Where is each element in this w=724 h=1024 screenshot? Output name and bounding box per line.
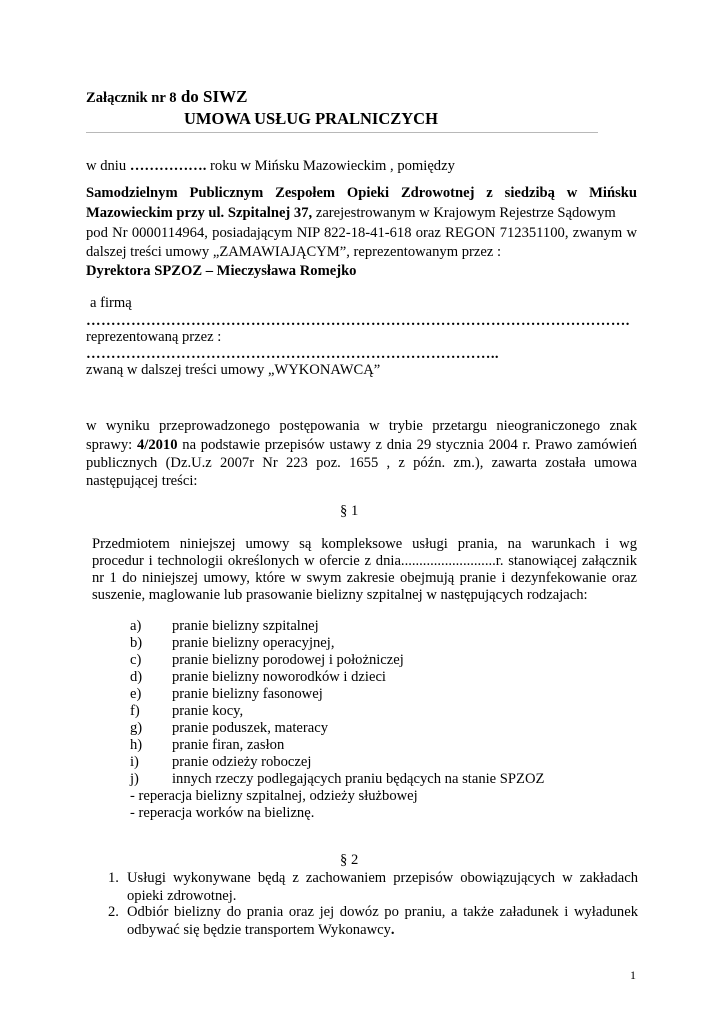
- procedure-line-4: następującej treści:: [86, 473, 198, 489]
- party-line-4: dalszej treści umowy „ZAMAWIAJĄCYM”, reprezentowanym przez :: [86, 244, 502, 260]
- firm-label: a firmą: [90, 295, 132, 311]
- section-2-heading: § 2: [340, 852, 359, 868]
- party-line-1: Samodzielnym Publicznym Zespołem Opieki Zdrowotnej z siedzibą w Mińsku: [86, 185, 637, 201]
- party-line-3: pod Nr 0000114964, posiadającym NIP 822-18-41-618 oraz REGON 712351100, zwanym w: [86, 225, 637, 241]
- party-line-2: Mazowieckim przy ul. Szpitalnej 37, zarejestrowanym w Krajowym Rejestrze Sądowym: [86, 205, 616, 221]
- header-divider: [86, 132, 598, 133]
- attachment-label: Załącznik nr 8 do SIWZ: [86, 87, 248, 106]
- director-line: Dyrektora SPZOZ – Mieczysława Romejko: [86, 263, 357, 279]
- numbered-point-1: 1. Usługi wykonywane będą z zachowaniem przepisów obowiązujących w zakładach opieki zdrowotnej.: [108, 870, 638, 904]
- list-item: b) pranie bielizny operacyjnej,: [130, 635, 335, 651]
- list-item: f) pranie kocy,: [130, 703, 244, 719]
- list-item: d) pranie bielizny noworodków i dzieci: [130, 669, 386, 685]
- numbered-point-2: 2. Odbiór bielizny do prania oraz jej dowóz po praniu, a także załadunek i wyładunek odbywać się będzie transportem Wykonawcy.: [108, 904, 638, 938]
- section-1-para-line-3: nr 1 do niniejszej umowy, które w swym zakresie obejmują pranie i dezynfekowanie oraz: [92, 570, 637, 586]
- list-item: c) pranie bielizny porodowej i położniczej: [130, 652, 404, 668]
- list-item: e) pranie bielizny fasonowej: [130, 686, 323, 702]
- section-1-para-line-4: suszenie, maglowanie lub prasowanie bielizny szpitalnej w następujących rodzajach:: [92, 587, 588, 603]
- procedure-line-3: publicznych (Dz.U.z 2007r Nr 223 poz. 1655 , z późn. zm.), zawarta została umowa: [86, 455, 637, 471]
- section-1-para-line-2: procedur i technologii określonych w ofercie z dnia..........................r. stanowiącej załącznik: [92, 553, 637, 569]
- page-number: 1: [630, 968, 636, 982]
- contractor-called-line: zwaną w dalszej treści umowy „WYKONAWCĄ”: [86, 362, 381, 378]
- date-line: w dniu ……………. roku w Mińsku Mazowieckim , pomiędzy: [86, 158, 455, 174]
- extra-item-repair-linen: - reperacja bielizny szpitalnej, odzieży służbowej: [130, 788, 418, 804]
- represented-by-label: reprezentowaną przez :: [86, 329, 222, 345]
- extra-item-repair-bags: - reperacja worków na bieliznę.: [130, 805, 315, 821]
- section-1-para-line-1: Przedmiotem niniejszej umowy są kompleksowe usługi prania, na warunkach i wg: [92, 536, 637, 552]
- section-1-heading: § 1: [340, 503, 359, 519]
- representative-dots-line: ………………………………………………………………………..: [86, 346, 499, 362]
- list-item: h) pranie firan, zasłon: [130, 737, 285, 753]
- procedure-line-2: sprawy: 4/2010 na podstawie przepisów ustawy z dnia 29 stycznia 2004 r. Prawo zamówień: [86, 437, 637, 453]
- procedure-line-1: w wyniku przeprowadzonego postępowania w trybie przetargu nieograniczonego znak: [86, 418, 637, 434]
- firm-dots-line: ……………………………………………………………………………………………….: [86, 313, 630, 329]
- list-item: j) innych rzeczy podlegających praniu będących na stanie SPZOZ: [130, 771, 545, 787]
- list-item: g) pranie poduszek, materacy: [130, 720, 328, 736]
- document-title: UMOWA USŁUG PRALNICZYCH: [184, 109, 438, 128]
- list-item: a) pranie bielizny szpitalnej: [130, 618, 319, 634]
- list-item: i) pranie odzieży roboczej: [130, 754, 312, 770]
